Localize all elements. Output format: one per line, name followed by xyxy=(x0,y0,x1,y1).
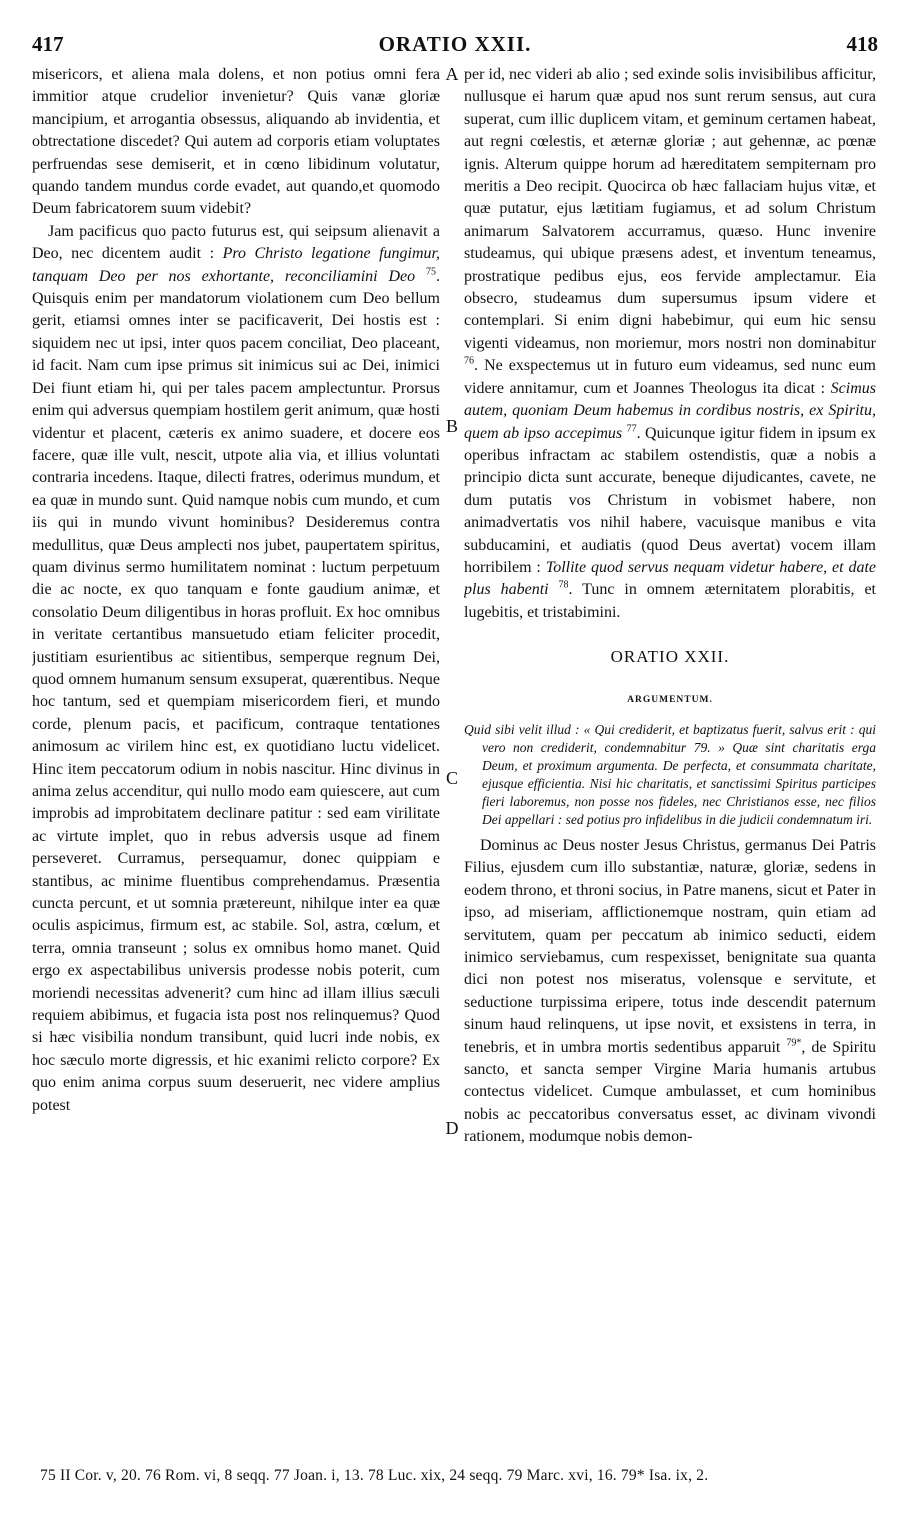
column-marker-d: D xyxy=(445,1118,459,1138)
scripture-quote: Scimus autem, quoniam Deum habemus in cordibus nostris, ex Spiritu, quem ab ipso accepimus xyxy=(464,379,876,442)
page-number-left: 417 xyxy=(32,32,64,56)
paragraph: misericors, et aliena mala dolens, et non potius omni fera immitior atque crudelior invenietur? Quis vanæ gloriæ mancipium, et arrogantia obsessus, aliquando ab invidentia, et obtrectatione discedet? Qui autem ad corporis etiam voluptates perfruendas sese demiserit, et in cœno libidinum volutatur, quando tandem mundus corde evadet, aut quando,et quomodo Deum fabricatorem suum videbit? xyxy=(32,66,440,218)
paragraph xyxy=(32,221,440,1117)
paragraph-text: . Quisquis enim per mandatorum violationem cum Deo bellum gerit, etiamsi omnes inter se pacificaverit, Dei hostis est : siquidem nec ut ipsi, inter quos pacem conciliat, Deo placeant, id facit. Nam cum ipse primus sit inimicus sui ac Dei, inimici Dei fiunt etiam hi, qui per tales pacem amplectuntur. Prorsus enim qui adversus quempiam hostilem gerit animum, quæ hosti videntur et placent, cæteris ex animo suadere, et docere eos facere, quæ ille vult, nescit, utpote alia via, et illius voluntati contraria incedens. Itaque, dilecti fratres, oderimus mundum, et ea quæ in mundo sunt. Quid namque nobis cum mundo, et cum iis qui in mundo vivunt hominibus? Desideremus contra medullitus, quæ Deus amplecti nos jubet, paupertatem spiritus, quam divinus sermo humilitatem nominat : luctum perpetuum die ac nocte, ex quo tanquam e fonte gaudium animæ, et consolatio Deum diligentibus in horas profluit. Ex hoc omnibus in veritate certantibus mansuetudo etiam feliciter procedit, justitiam esurientibus ac sitientibus, semperque regnum Dei, quod omnem humanum sensum exsuperat, quærentibus. Neque hoc tantum, sed et quempiam misericordem fieri, et mundo corde, plenum pacis, et pacificum, contraque tentationes animosum ac virilem hinc est, ex quotidiano luctu videlicet. Hinc item peccatorum odium in nobis nascitur. Hinc divinus in anima zelus accenditur, qui nullo modo eam quiescere, aut cum improbis ad improbitatem declinare patitur : sed eam virilitate ac virtute implet, quo in rebus adversis usque ad finem perseveret. Curramus, persequamur, donec quippiam e stantibus, ac minime fluentibus comprehendamus. Præsentia cuncta percunt, et ut somnia prætereunt, nihilque inter ea quæ oculis aspicimus, firmum est, ac stabile. Sol, astra, cœlum, et terra, omnia transeunt ; solus ex omnibus homo manet. Quid ergo ex aspectabilibus universis prodesse nobis poterit, cum moriendi necessitas advenerit? cum hinc ad illam illius sæculi requiem abibimus, et fugacia ista post nos relinquemus? Quod si hæc visibilia nondum transibunt, quid lucri inde nobis, ex hoc sæculo morte digressis, et hic exanimi relicto corpore? Ex quo enim anima corpus suum deseruerit, nec videre amplius potest xyxy=(32,267,440,1114)
argument-summary: Quid sibi velit illud : « Qui crediderit, et baptizatus fuerit, salvus erit : qui vero non crediderit, condemnabitur 79. » Quæ sint charitatis erga Deum, et proximum argumenta. De perfecta, et consummata charitate, ejusque efficientia. Nisi hic charitatis, et sanctissimi Spiritus participes fieri laboremus, non posse nos fideles, nec Christianos esse, nec filios Dei appellari : sed potius pro infidelibus in die judicii condemnatum iri. xyxy=(464,721,876,827)
running-title: ORATIO XXII. xyxy=(378,32,532,56)
footnote-ref: 76 xyxy=(464,355,474,367)
footnote-ref: 75 xyxy=(426,266,436,278)
footnote-ref: 78 xyxy=(558,580,569,592)
paragraph-text: Jam pacificus quo pacto futurus est, qui seipsum alienavit a Deo, nec dicentem audit : xyxy=(32,222,440,263)
scripture-quote: Pro Christo legatione fungimur, tanquam Deo per nos exhortante, reconciliamini Deo xyxy=(32,245,440,285)
column-marker-b: B xyxy=(445,416,458,436)
paragraph-text: . Ne exspectemus ut in futuro eum videamus, sed nunc eum videre annitamur, cum et Joannes Theologus ita dicat : xyxy=(464,357,876,397)
paragraph xyxy=(464,835,876,1149)
column-marker-c: C xyxy=(445,768,458,788)
paragraph-text: . Quicunque igitur fidem in ipsum ex operibus infractam ac stabilem ostendistis, quæ a nobis a principio dicta sunt accurate, beneque dijudicantes, cavete, ne dum putatis vos Christum in vobismet habere, non animadvertatis vos nihil habere, vacuisque manibus e vita subducamini, et audiatis (quod Deus avertat) vocem illam horribilem : xyxy=(464,424,876,576)
paragraph-text: Dominus ac Deus noster Jesus Christus, germanus Dei Patris Filius, ejusdem cum illo substantiæ, naturæ, gloriæ, sedens in eodem throno, et throni socius, in Patre manens, sicut et Pater in ipso, ad miseriam, afflictionemque nostram, quin etiam ad servitutem, quam per peccatum ab inimico seducti, eidem inimico serviebamus, cum respexisset, benignitate sua quanta dici non potest nos miseratus, volensque e servitute, et seductione turpissima eripere, totus inde descendit paternum sinum haud relinquens, ut ipse novit, et exsistens in terra, in tenebris, et in umbra mortis sedentibus apparuit xyxy=(464,836,876,1056)
column-marker-a: A xyxy=(445,64,459,84)
argument-title: ARGUMENTUM. xyxy=(627,694,713,705)
page-number-right: 418 xyxy=(846,32,878,56)
footnotes: 75 II Cor. v, 20. 76 Rom. vi, 8 seqq. 77 Joan. i, 13. 78 Luc. xix, 24 seqq. 79 Marc. xvi, 16. 79* Isa. ix, 2. xyxy=(40,1467,709,1484)
right-column xyxy=(464,64,876,1456)
paragraph-text: per id, nec videri ab alio ; sed exinde solis invisibilibus afficitur, nullusque ei harum quæ apud nos sunt rerum sensus, aut cura superat, cum illic duplicem vitam, et geminum certamen habeat, aut regni cœlestis, et æternæ gloriæ ; aut gehennæ, ac pœnæ ignis. Alterum quippe horum ad hæreditatem sempiternam pro meritis a Deo recipit. Quocirca ob hæc fallaciam hujus vitæ, et quæ putatur, ejus lætitiam fugiamus, et ad solum Christum animarum Salvatorem accurramus, quæso. Hunc invenire studeamus, qui ubique præsens adest, et inventum teneamus, prostratique pedibus ejus, eos fervide amplectamur. Eia obsecro, studeamus dum supersumus ipsum videre et contemplari. Si enim digni habebimur, qui eum hic sensu vigenti videamus, non moriemur, mors nostri non dominabitur xyxy=(464,66,876,352)
page-header xyxy=(32,32,878,58)
paragraph-text: , de Spiritu sancto, et sancta semper Virgine Maria humanis artubus contectus videlicet. Cumque ambulasset, et cum hominibus nobis ac peccatoribus conversatus esset, ac divinam vivondi rationem, modumque nobis demon- xyxy=(464,1038,876,1146)
footnote-ref: 77 xyxy=(626,423,637,435)
paragraph-text: . Tunc in omnem æternitatem plorabitis, et lugebitis, et tristabimini. xyxy=(464,581,876,621)
section-title: ORATIO XXII. xyxy=(610,647,730,667)
scripture-quote: Tollite quod servus nequam videtur habere, et date plus habenti xyxy=(464,558,876,599)
left-column xyxy=(32,64,440,1456)
paragraph xyxy=(464,64,876,624)
footnote-ref: 79* xyxy=(786,1037,802,1049)
